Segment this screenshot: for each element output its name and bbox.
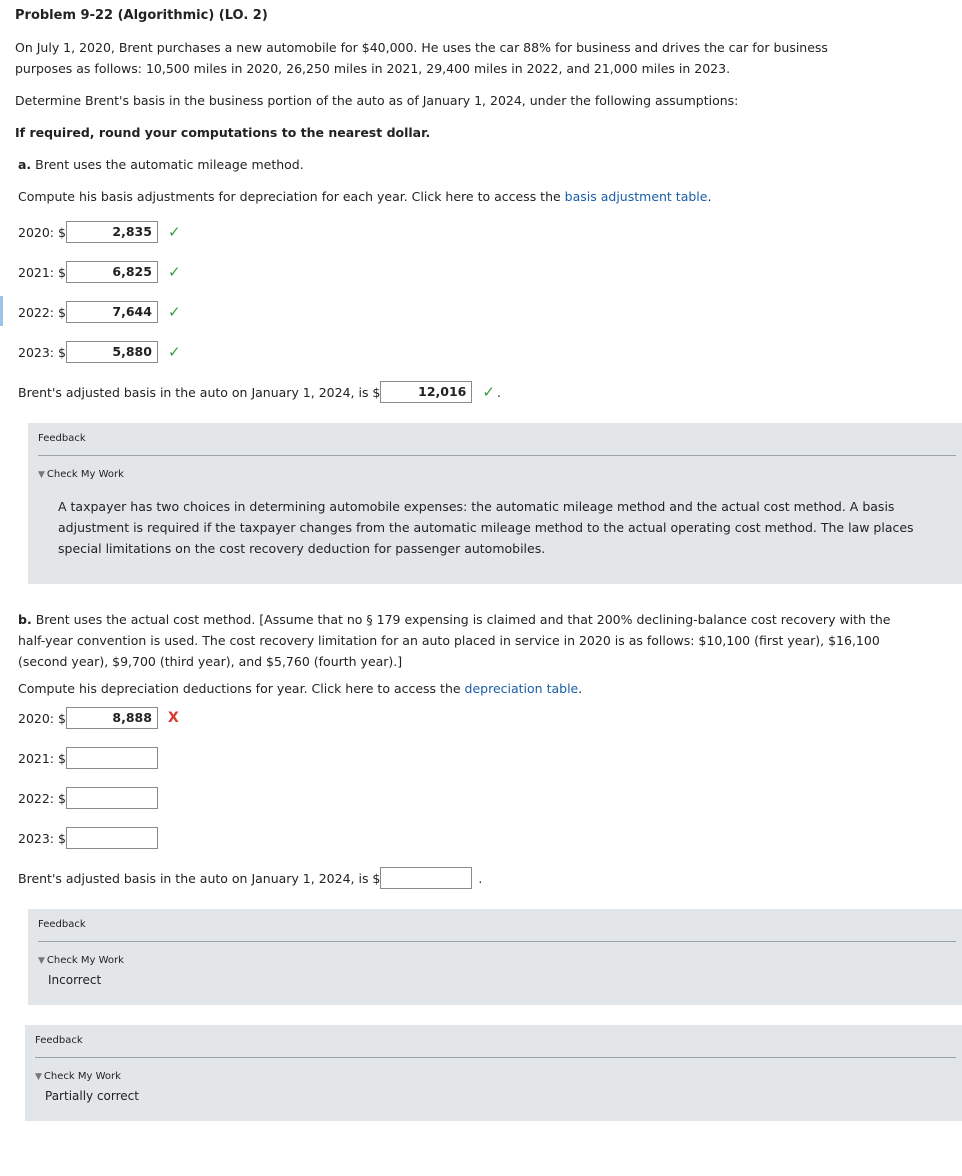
year-label: 2020: $: [18, 224, 66, 240]
feedback-divider: [38, 455, 956, 456]
part-b-heading-line3: (second year), $9,700 (third year), and $5,760 (fourth year).]: [18, 654, 403, 669]
basis-adjustment-input-2021[interactable]: 6,825: [66, 261, 158, 283]
check-my-work-toggle[interactable]: [35, 1071, 121, 1082]
part-a-heading: [18, 157, 304, 172]
feedback-explanation: A taxpayer has two choices in determining automobile expenses: the automatic mileage method and the actual cost method. A basis adjustment is required if the taxpayer changes from the automatic mileage method to the actual operating cost method. The law places special limitations on the cost recovery deduction for passenger automobiles.: [58, 499, 914, 556]
feedback-panel-a: [28, 423, 962, 584]
depreciation-table-link[interactable]: depreciation table: [464, 681, 579, 696]
problem-intro-line1: On July 1, 2020, Brent purchases a new automobile for $40,000. He uses the car 88% for business and drives the car for business: [15, 40, 828, 55]
feedback-title: Feedback: [35, 1035, 83, 1046]
correct-check-icon: ✓: [167, 263, 181, 281]
problem-intro-line2: purposes as follows: 10,500 miles in 2020, 26,250 miles in 2021, 29,400 miles in 2022, and 21,000 miles in 2023.: [15, 61, 731, 76]
year-label: 2020: $: [18, 710, 66, 726]
problem-determine: Determine Brent's basis in the business portion of the auto as of January 1, 2024, under the following assumptions:: [15, 93, 739, 108]
focus-indicator-bar: [0, 296, 3, 326]
depreciation-input-2023[interactable]: [66, 827, 158, 849]
part-a-instruction: [18, 189, 711, 204]
sentence-period: .: [496, 384, 501, 400]
part-b-row-2020: [18, 706, 179, 730]
feedback-divider: [38, 941, 956, 942]
depreciation-input-2020[interactable]: 8,888: [66, 707, 158, 729]
part-a-row-2020: [18, 220, 181, 244]
adjusted-basis-input-a[interactable]: 12,016: [380, 381, 472, 403]
feedback-panel-b: [28, 909, 962, 1005]
part-b-adjusted-basis-row: [18, 866, 482, 890]
depreciation-input-2021[interactable]: [66, 747, 158, 769]
sentence-period: .: [478, 870, 483, 886]
feedback-title: Feedback: [38, 433, 86, 444]
correct-check-icon: ✓: [167, 303, 181, 321]
year-label: 2022: $: [18, 304, 66, 320]
expand-triangle-icon: ▼: [35, 1072, 42, 1082]
basis-adjustment-input-2022[interactable]: 7,644: [66, 301, 158, 323]
part-b-row-2023: [18, 826, 158, 850]
depreciation-input-2022[interactable]: [66, 787, 158, 809]
part-a-instruction-suffix: .: [707, 189, 712, 204]
adjusted-basis-input-b[interactable]: [380, 867, 472, 889]
overall-feedback-panel: [25, 1025, 962, 1121]
correct-check-icon: ✓: [167, 223, 181, 241]
feedback-status: Incorrect: [48, 973, 102, 987]
part-b-heading-line2: half-year convention is used. The cost recovery limitation for an auto placed in service in 2020 is as follows: $10,100 (first year), $16,100: [18, 633, 880, 648]
part-b-row-2022: [18, 786, 158, 810]
basis-adjustment-table-link[interactable]: basis adjustment table: [564, 189, 708, 204]
incorrect-x-icon: X: [167, 710, 179, 726]
part-b-row-2021: [18, 746, 158, 770]
problem-title: Problem 9-22 (Algorithmic) (LO. 2): [15, 8, 268, 23]
year-label: 2023: $: [18, 344, 66, 360]
adjusted-basis-label: Brent's adjusted basis in the auto on January 1, 2024, is $: [18, 384, 381, 400]
adjusted-basis-label: Brent's adjusted basis in the auto on January 1, 2024, is $: [18, 870, 381, 886]
correct-check-icon: ✓: [167, 343, 181, 361]
part-b-instruction-text: Compute his depreciation deductions for year. Click here to access the: [18, 681, 465, 696]
basis-adjustment-input-2023[interactable]: 5,880: [66, 341, 158, 363]
part-a-heading-text: Brent uses the automatic mileage method.: [35, 157, 304, 172]
part-a-instruction-text: Compute his basis adjustments for depreciation for each year. Click here to access the: [18, 189, 565, 204]
year-label: 2021: $: [18, 264, 66, 280]
year-label: 2023: $: [18, 830, 66, 846]
part-a-row-2022: [18, 300, 181, 324]
feedback-divider: [35, 1057, 956, 1058]
year-label: 2021: $: [18, 750, 66, 766]
part-b-label: b.: [18, 612, 32, 627]
part-b-instruction-suffix: .: [578, 681, 583, 696]
feedback-status: Partially correct: [45, 1089, 139, 1103]
year-label: 2022: $: [18, 790, 66, 806]
check-my-work-toggle[interactable]: [38, 469, 124, 480]
part-b-heading-line1: [18, 612, 890, 627]
part-a-row-2023: [18, 340, 181, 364]
part-b-instruction: [18, 681, 582, 696]
part-a-label: a.: [18, 157, 32, 172]
part-a-adjusted-basis-row: [18, 380, 501, 404]
check-my-work-label: Check My Work: [43, 1071, 121, 1082]
feedback-title: Feedback: [38, 919, 86, 930]
expand-triangle-icon: ▼: [38, 470, 45, 480]
check-my-work-label: Check My Work: [46, 469, 124, 480]
correct-check-icon: ✓: [482, 383, 495, 401]
expand-triangle-icon: ▼: [38, 956, 45, 966]
check-my-work-toggle[interactable]: [38, 955, 124, 966]
basis-adjustment-input-2020[interactable]: 2,835: [66, 221, 158, 243]
part-a-row-2021: [18, 260, 181, 284]
part-b-heading-text: Brent uses the actual cost method. [Assume that no § 179 expensing is claimed and that 200% declining-balance cost recovery with the: [35, 612, 891, 627]
rounding-instruction: If required, round your computations to the nearest dollar.: [15, 125, 431, 140]
check-my-work-label: Check My Work: [46, 955, 124, 966]
